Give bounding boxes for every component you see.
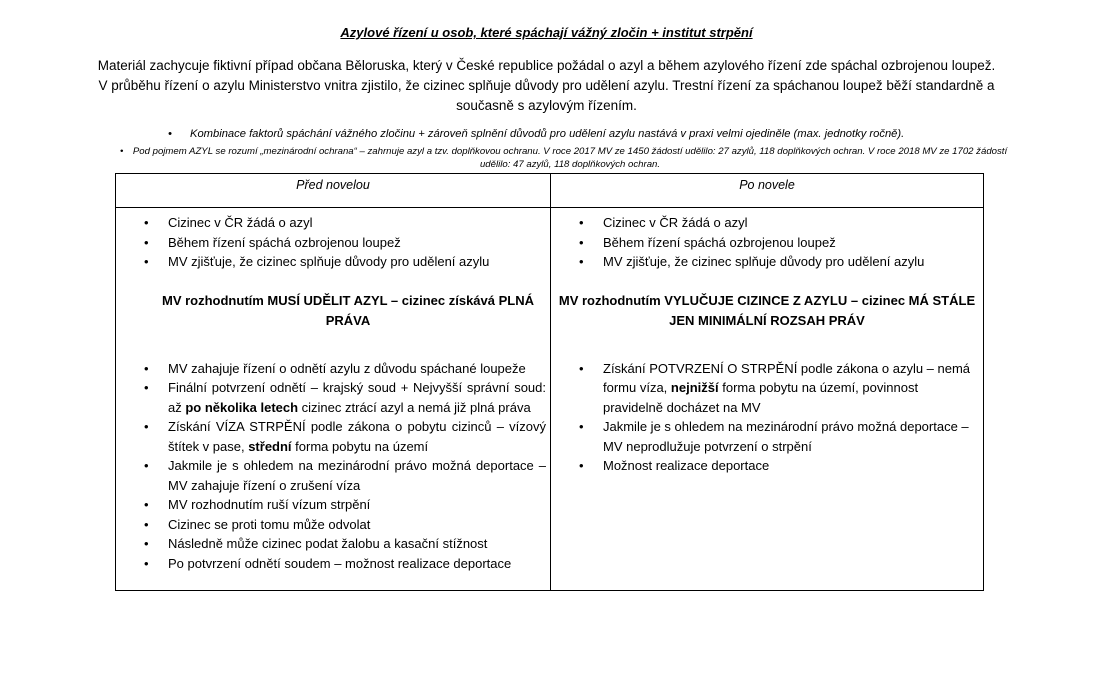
bullet-icon: • <box>144 516 149 532</box>
list-item <box>144 378 546 417</box>
list-item <box>144 417 546 456</box>
list-item-text: Následně může cizinec podat žalobu a kasační stížnost <box>168 536 488 551</box>
list-item-text: Získání POTVRZENÍ O STRPĚNÍ podle zákona o azylu – nemá formu víza, <box>603 360 971 395</box>
bullet-icon: • <box>144 215 149 230</box>
list-item-text: Získání VÍZA STRPĚNÍ podle zákona o pobytu cizinců – vízový štítek v pase, <box>168 419 546 454</box>
list-item <box>144 233 546 253</box>
list-item <box>144 554 546 574</box>
intro-line-2: V průběhu řízení o azylu Ministerstvo vnitra zjistilo, že cizinec splňuje důvody pro udělení azylu. Trestní řízení za spáchanou loupež běží standardně a současně s azylovým řízením. <box>98 78 995 113</box>
bullet-icon: • <box>144 380 149 395</box>
document-title: Azylové řízení u osob, které spáchají vážný zločin + institut strpění <box>340 25 753 40</box>
column-header-after: Po novele <box>551 174 984 208</box>
before-column <box>116 208 551 591</box>
list-item <box>144 359 546 379</box>
bullet-icon: • <box>144 536 149 551</box>
column-header-before: Před novelou <box>116 174 551 208</box>
notes <box>100 127 1010 171</box>
list-item <box>579 417 979 456</box>
list-item-text: Během řízení spáchá ozbrojenou loupež <box>603 234 836 250</box>
bullet-icon: • <box>144 555 149 571</box>
bullet-icon: • <box>144 419 149 434</box>
list-item-text: Během řízení spáchá ozbrojenou loupež <box>168 234 401 250</box>
after-verdict: MV rozhodnutím VYLUČUJE CIZINCE Z AZYLU – cizinec MÁ STÁLE JEN MINIMÁLNÍ ROZSAH PRÁV <box>558 292 976 328</box>
emphasis-text: nejnižší <box>670 380 719 395</box>
list-item-text: MV zjišťuje, že cizinec splňuje důvody pro udělení azylu <box>603 254 925 269</box>
list-item <box>144 252 546 272</box>
list-item <box>144 456 546 495</box>
list-item-text: cizinec ztrácí azyl a nemá již plná práva <box>298 399 531 415</box>
after-column <box>551 208 984 591</box>
bullet-icon: • <box>144 497 149 512</box>
list-item <box>579 456 979 476</box>
intro-paragraph <box>95 56 998 116</box>
note-asylum-definition-text: Pod pojmem AZYL se rozumí „mezinárodní ochrana“ – zahrnuje azyl a tzv. doplňkovou ochranu. V roce 2017 MV ze 1450 žádostí udělilo: 27 azylů, 118 doplňkových ochran. V roce 2018 MV ze 1702 žádostí udělilo: 47 azylů, 118 doplňkových ochran. <box>132 146 1008 170</box>
bullet-icon: • <box>120 146 124 157</box>
note-asylum-definition <box>100 145 1010 171</box>
list-item <box>144 213 546 233</box>
list-item <box>579 252 979 272</box>
bullet-icon: • <box>579 458 584 473</box>
before-verdict: MV rozhodnutím MUSÍ UDĚLIT AZYL – cizinec získává PLNÁ PRÁVA <box>162 292 534 328</box>
note-frequency-text: Kombinace faktorů spáchání vážného zločinu + zároveň splnění důvodů pro udělení azylu nastává v praxi velmi ojediněle (max. jednotky ročně). <box>190 128 905 140</box>
list-item-text: Jakmile je s ohledem na mezinárodní právo možná deportace – MV zahajuje řízení o zrušení víza <box>168 458 546 493</box>
bullet-icon: • <box>168 128 172 140</box>
list-item-text: Cizinec se proti tomu může odvolat <box>168 516 371 532</box>
list-item-text: forma pobytu na území <box>291 438 429 454</box>
list-item-text: forma pobytu na území, povinnost pravidelně docházet na MV <box>603 380 919 415</box>
bullet-icon: • <box>579 254 584 269</box>
list-item-text: MV rozhodnutím ruší vízum strpění <box>168 497 371 512</box>
list-item <box>579 233 979 253</box>
bullet-icon: • <box>144 360 149 376</box>
bullet-icon: • <box>579 234 584 250</box>
list-item <box>144 495 546 515</box>
bullet-icon: • <box>144 234 149 250</box>
list-item <box>579 359 979 418</box>
list-item <box>144 515 546 535</box>
list-item <box>579 213 979 233</box>
list-item-text: Cizinec v ČR žádá o azyl <box>603 215 748 230</box>
list-item-text: Možnost realizace deportace <box>603 458 770 473</box>
note-frequency <box>100 127 1010 141</box>
list-item-text: MV zahajuje řízení o odnětí azylu z důvodu spáchané loupeže <box>168 360 526 376</box>
before-consequences-list <box>120 359 546 574</box>
bullet-icon: • <box>144 254 149 269</box>
bullet-icon: • <box>579 419 584 434</box>
list-item-text: Cizinec v ČR žádá o azyl <box>168 215 313 230</box>
list-item-text: Finální potvrzení odnětí – krajský soud + Nejvyšší správní soud: až <box>168 380 546 415</box>
list-item-text: Po potvrzení odnětí soudem – možnost realizace deportace <box>168 555 512 571</box>
emphasis-text: po několika letech <box>185 399 299 415</box>
comparison-table <box>115 173 984 591</box>
bullet-icon: • <box>579 215 584 230</box>
intro-line-1: Materiál zachycuje fiktivní případ občana Běloruska, který v České republice požádal o azyl a během azylového řízení zde spáchal ozbrojenou loupež. <box>97 58 996 73</box>
after-consequences-list <box>555 359 979 476</box>
bullet-icon: • <box>144 458 149 473</box>
emphasis-text: střední <box>248 438 292 454</box>
after-steps-list <box>555 213 979 272</box>
list-item <box>144 534 546 554</box>
bullet-icon: • <box>579 360 584 376</box>
list-item-text: Jakmile je s ohledem na mezinárodní právo možná deportace – MV neprodlužuje potvrzení o strpění <box>603 419 969 454</box>
before-steps-list <box>120 213 546 272</box>
list-item-text: MV zjišťuje, že cizinec splňuje důvody pro udělení azylu <box>168 254 490 269</box>
